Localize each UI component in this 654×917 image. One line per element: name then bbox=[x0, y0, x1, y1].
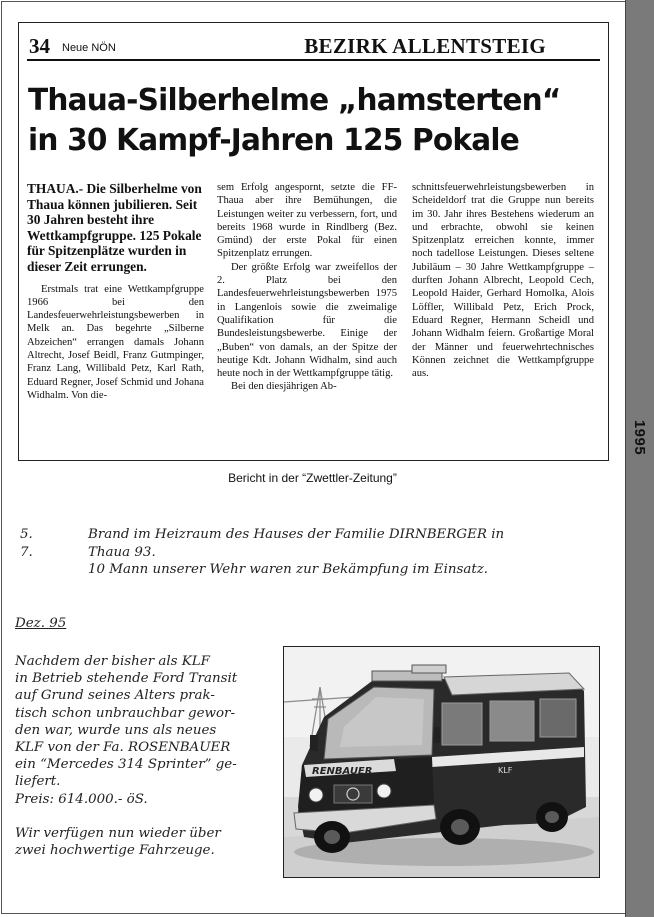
fire-truck-illustration bbox=[284, 647, 600, 878]
newspaper-clipping bbox=[18, 22, 609, 461]
headline-line-1: Thaua-Silberhelme „hamsterten“ bbox=[28, 83, 561, 118]
body-line: ein “Mercedes 314 Sprinter” ge- bbox=[15, 757, 237, 773]
body-line: den war, wurde uns als neues bbox=[15, 722, 217, 738]
article-column-2 bbox=[217, 181, 397, 394]
vehicle-door-label: KLF bbox=[498, 766, 513, 775]
body-line: zwei hochwertige Fahrzeuge. bbox=[15, 843, 215, 859]
body-line: KLF von der Fa. ROSENBAUER bbox=[15, 740, 231, 756]
vehicle-photo bbox=[283, 646, 600, 878]
newspaper-header bbox=[27, 29, 600, 61]
newspaper-section: BEZIRK ALLENTSTEIG bbox=[304, 34, 546, 58]
dez-body-text bbox=[15, 653, 275, 859]
vehicle-lettering: RENBAUER bbox=[312, 766, 373, 777]
entry-line: Brand im Heizraum des Hauses der Familie DIRNBERGER in bbox=[88, 527, 505, 542]
newspaper-name: Neue NÖN bbox=[62, 42, 116, 54]
entry-line: Thaua 93. bbox=[88, 544, 156, 560]
headline-line-2: in 30 Kampf-Jahren 125 Pokale bbox=[28, 123, 520, 158]
article-column-1 bbox=[27, 181, 204, 402]
dez-date-label: Dez. 95 bbox=[15, 616, 67, 631]
entry-text bbox=[88, 526, 608, 579]
entry-date: 5. 7. bbox=[20, 527, 33, 560]
year-tab bbox=[628, 412, 652, 462]
article-paragraph: Bei den diesjährigen Ab- bbox=[231, 381, 337, 393]
body-line: liefert. bbox=[15, 774, 61, 790]
body-line: auf Grund seines Alters prak- bbox=[15, 688, 215, 704]
body-line: in Betrieb stehende Ford Transit bbox=[15, 671, 238, 687]
body-line: Nachdem der bisher als KLF bbox=[15, 654, 210, 669]
newspaper-headline bbox=[28, 81, 589, 161]
clipping-caption: Bericht in der “Zwettler-Zeitung” bbox=[228, 471, 397, 485]
body-line: Wir verfügen nun wieder über bbox=[15, 825, 221, 841]
article-lead: THAUA.- Die Silberhelme von Thaua können jubilieren. Seit 30 Jahren besteht ihre Wettkampfgruppe. 125 Pokale für Spitzenplätze wurden in dieser Zeit errungen. bbox=[27, 181, 202, 274]
entry-line: 10 Mann unserer Wehr waren zur Bekämpfung im Einsatz. bbox=[88, 562, 489, 577]
article-column-3 bbox=[412, 181, 594, 380]
article-paragraph: sem Erfolg angespornt, setzte die FF-Thaua aber ihre Bemühungen, die Leistungen weiter zu verbessern, fort, und bereits 1968 wurde in Rindlberg (Bez. Gmünd) der erste Pokal für einen Spitzenplatz errungen. bbox=[217, 182, 397, 260]
article-paragraph: schnittsfeuerwehrleistungsbewerben in Scheideldorf trat die Gruppe nun bereits im 30. Jahr ihres Bestehens wiederum an und erbrachte, obwohl sie keinen Spitzenplatz erreichen konnte, immer noch tadellose Leistungen. Dieses seltene Jubiläum – 30 Jahre Wettkampfgruppe – durften Johann Albrecht, Leopold Cech, Leopold Haider, Gerhard Homolka, Alois Löffler, Willibald Petz, Erich Prock, Eduard Regner, Hermann Scheidl und Johann Widhalm feiern. Großartige Moral der Männer und feuerwehrtechnisches Können zeichnet die Wettkampfgruppe aus. bbox=[412, 182, 594, 380]
article-paragraph: Der größte Erfolg war zweifellos der 2. Platz bei den Landesfeuerwehrleistungsbewerben 1975 in Langenlois sowie die zweimalige Qualifikation für die Bundesleistungsbewerbe. Einige der „Buben“ von damals, an der Spitze der heutige Kdt. Johann Widhalm, sind auch heute noch in der Wettkampfgruppe tätig. bbox=[217, 261, 397, 380]
newspaper-page-number: 34 bbox=[29, 34, 50, 58]
body-line: Preis: 614.000.- öS. bbox=[15, 791, 148, 807]
article-paragraph: Erstmals trat eine Wettkampfgruppe 1966 bei den Landesfeuerwehrleistungsbewerben in Melk an. Das begehrte „Silberne Abzeichen“ errangen damals Johann Altrecht, Josef Beidl, Franz Gutmpinger, Franz Lang, Willibald Petz, Karl Rath, Eduard Regner, Josef Schmid und Johana Widhalm. Von die- bbox=[27, 283, 204, 401]
year-label: 1995 bbox=[631, 419, 649, 455]
body-line: tisch schon unbrauchbar gewor- bbox=[15, 705, 235, 721]
